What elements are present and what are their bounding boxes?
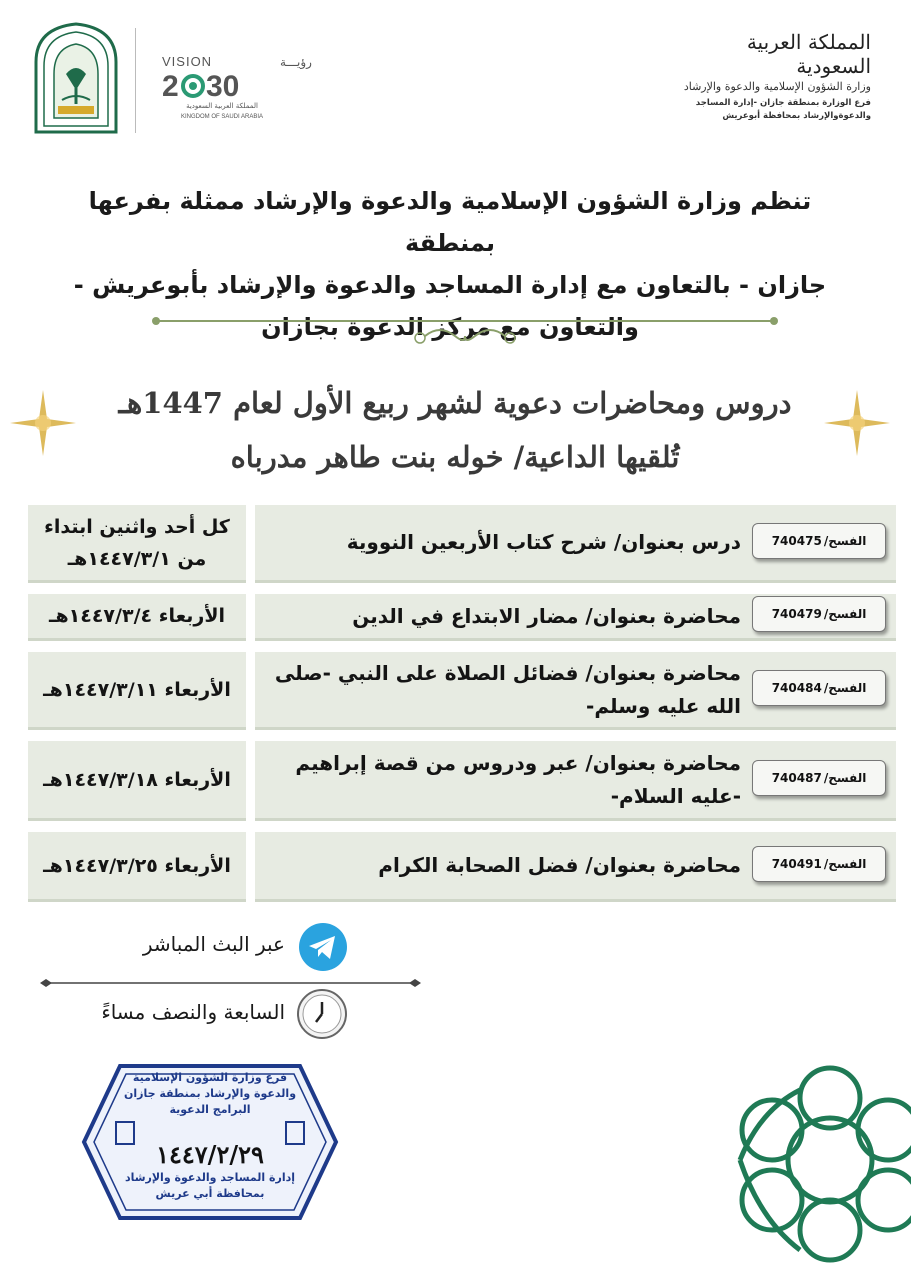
permit-label: الفسح/ [823,680,867,695]
schedule-row [28,741,896,821]
intro-line-2: جازان - بالتعاون مع إدارة المساجد والدعوة والإرشاد بأبوعريش - [73,271,827,299]
stamp-header [110,1070,310,1118]
branch-line-1: فرع الوزارة بمنطقة جازان -إدارة المساجد [695,98,871,108]
permit-number: 740484 [771,680,822,695]
topic-cell [255,594,896,641]
topic-text: محاضرة بعنوان/ عبر ودروس من قصة إبراهيم -عليه السلام- [295,750,741,808]
schedule-row [28,652,896,730]
topic-text: محاضرة بعنوان/ فضائل الصلاة على النبي -صلى الله عليه وسلم- [274,660,741,718]
ministry-logo-text [681,30,871,123]
kingdom-name: المملكة العربية السعودية [746,30,871,78]
date-cell [28,505,246,583]
date-cell [28,652,246,730]
topic-text: محاضرة بعنوان/ مضار الابتداع في الدين [352,603,741,628]
telegram-icon [298,922,348,972]
islamic-pattern-decoration [700,1050,911,1280]
permit-label: الفسح/ [823,533,867,548]
permit-code-badge [752,523,886,559]
topic-cell [255,741,896,821]
ornament-divider [150,312,780,352]
date-text: الأربعاء ١٤٤٧/٣/١١هـ [43,678,231,701]
stamp-line-2: والدعوة والإرشاد بمنطقة جازان [123,1087,297,1100]
stamp-line-4: إدارة المساجد والدعوة والإرشاد [124,1171,296,1184]
permit-label: الفسح/ [823,607,867,621]
topic-text: درس بعنوان/ شرح كتاب الأربعين النووية [346,530,741,554]
permit-number: 740475 [771,533,822,548]
topic-cell [255,832,896,902]
clock-icon [296,988,348,1040]
program-title: دروس ومحاضرات دعوية لشهر ربيع الأول لعام 1447هـ [118,386,792,420]
topic-cell [255,652,896,730]
date-cell [28,741,246,821]
official-stamp [80,1062,340,1222]
permit-number: 740491 [771,856,822,871]
permit-code-badge [752,760,886,796]
stamp-line-1: فرع وزارة الشؤون الإسلامية [132,1071,288,1084]
branch-line-2: والدعوةوالإرشاد بمحافظة أبوعريش [722,111,871,121]
date-text: الأربعاء ١٤٤٧/٣/٢٥هـ [43,854,231,877]
speaker-title: تُلقيها الداعية/ خوله بنت طاهر مدرباه [230,440,680,474]
intro-line-3: والتعاون مع مركز الدعوة بجازان [261,313,639,341]
permit-number: 740479 [771,607,822,621]
permit-code-badge [752,846,886,882]
date-cell [28,832,246,902]
svg-text:KINGDOM OF SAUDI ARABIA: KINGDOM OF SAUDI ARABIA [180,114,264,120]
svg-text:المملكة العربية السعودية: المملكة العربية السعودية [186,102,258,110]
svg-text:VISION: VISION [162,54,213,69]
topic-cell [255,505,896,583]
date-text: كل أحد واثنين ابتداء من ١٤٤٧/٣/١هـ [44,515,230,570]
date-cell [28,594,246,641]
permit-code-badge [752,596,886,632]
permit-number: 740487 [771,770,822,785]
date-text: الأربعاء ١٤٤٧/٣/١٨هـ [43,768,231,791]
topic-text: محاضرة بعنوان/ فضل الصحابة الكرام [378,853,741,877]
logo-divider [135,28,136,133]
intro-line-1: تنظم وزارة الشؤون الإسلامية والدعوة والإرشاد ممثلة بفرعها بمنطقة [88,187,812,257]
time-text: السابعة والنصف مساءً [101,1000,285,1024]
permit-code-badge [752,670,886,706]
stamp-line-3: البرامج الدعوية [169,1103,251,1116]
stamp-footer [110,1170,310,1202]
stamp-line-5: بمحافظة أبي عريش [155,1187,265,1200]
schedule-row [28,832,896,902]
date-text: الأربعاء ١٤٤٧/٣/٤هـ [48,605,226,627]
vision-2030-logo [160,52,312,122]
stamp-date: ١٤٤٧/٢/٢٩ [156,1140,264,1169]
permit-label: الفسح/ [823,770,867,785]
svg-text:رؤيـــة: رؤيـــة [280,55,312,69]
permit-label: الفسح/ [823,856,867,871]
mosque-emblem-icon [30,22,122,134]
ministry-name: وزارة الشؤون الإسلامية والدعوة والإرشاد [683,80,871,93]
live-broadcast-text: عبر البث المباشر [142,932,285,956]
schedule-row [28,594,896,641]
schedule-row [28,505,896,583]
svg-text:2: 2 [162,70,179,103]
sparkle-left-icon [8,388,78,458]
svg-text:30: 30 [206,70,240,103]
ornament-divider-small [38,970,423,996]
